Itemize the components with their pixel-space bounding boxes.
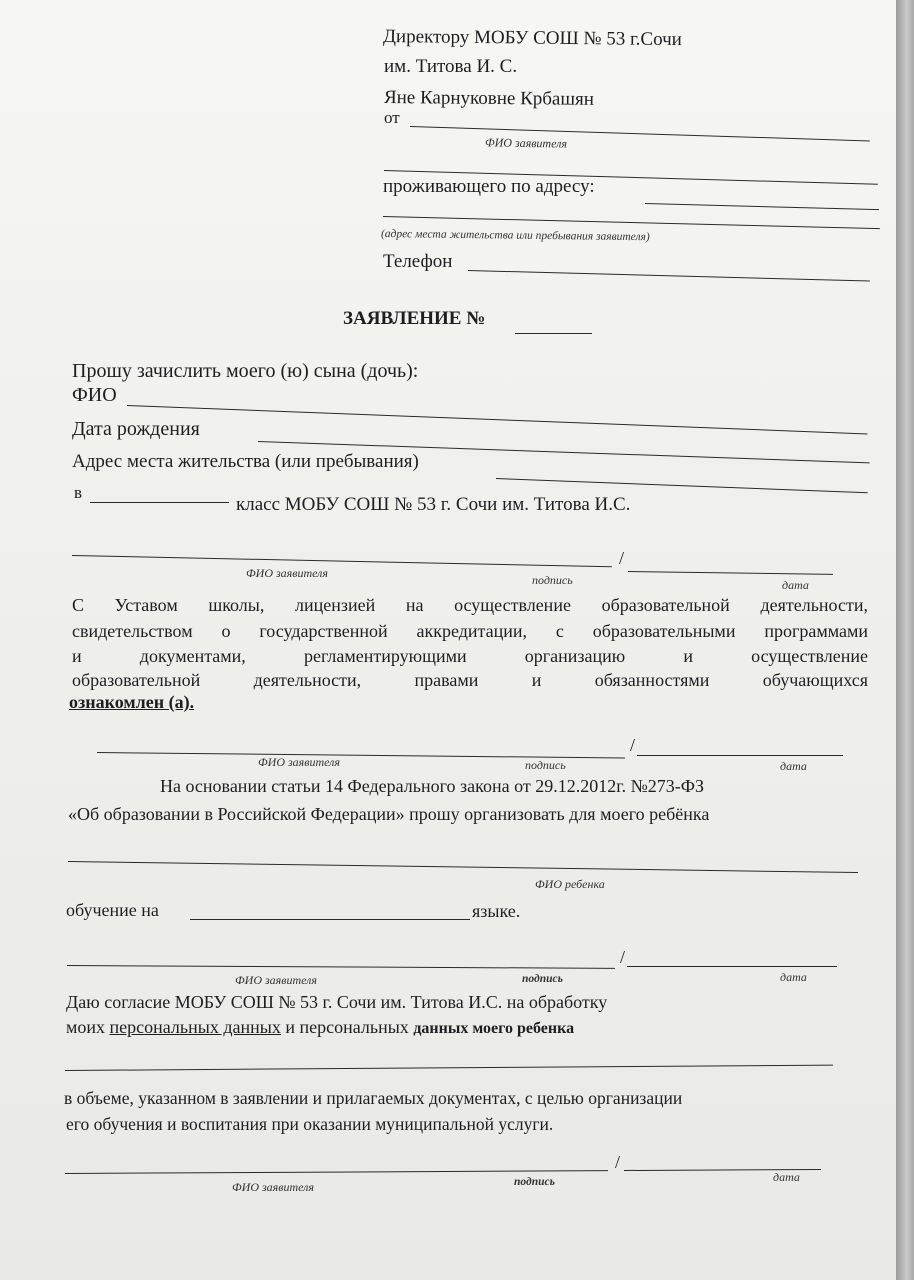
signature-4-fio-caption: ФИО заявителя xyxy=(232,1180,314,1194)
consent-personal-data: персональных данных xyxy=(109,1017,281,1037)
signature-1-slash: / xyxy=(619,548,625,568)
application-number-line[interactable] xyxy=(515,333,592,334)
study-language-suffix: языке. xyxy=(472,901,521,921)
study-language-line[interactable] xyxy=(190,919,470,920)
charter-line-2: свидетельством о государственной аккредитации, с образовательными программами xyxy=(72,621,868,641)
signature-4-slash: / xyxy=(615,1152,621,1172)
child-fio-line[interactable] xyxy=(127,405,867,434)
signature-1-fio-line[interactable] xyxy=(72,555,612,567)
charter-acknowledged: ознакомлен (а). xyxy=(69,692,195,712)
child-name-line[interactable] xyxy=(68,861,858,873)
signature-4-date-caption: дата xyxy=(773,1170,800,1184)
residence-label: Адрес места жительства (или пребывания) xyxy=(72,451,419,472)
consent-line-2 xyxy=(66,1016,574,1040)
language-law-line-1: На основании статьи 14 Федерального закона от 29.12.2012г. №273-ФЗ xyxy=(160,776,704,796)
address-caption: (адрес места жительства или пребывания заявителя) xyxy=(380,228,650,244)
consent-line-blank[interactable] xyxy=(65,1065,833,1071)
charter-line-1: С Уставом школы, лицензией на осуществление образовательной деятельности, xyxy=(72,595,868,615)
signature-2-sign-caption: подпись xyxy=(525,758,566,772)
signature-2-date-caption: дата xyxy=(780,759,807,773)
signature-4-fio-line[interactable] xyxy=(65,1170,608,1174)
residence-line[interactable] xyxy=(496,478,868,493)
signature-2-date-line[interactable] xyxy=(637,755,843,756)
charter-line-3: и документами, регламентирующими организацию и осуществление xyxy=(72,646,868,666)
signature-3-sign-caption: подпись xyxy=(522,973,563,985)
class-prefix: в xyxy=(74,483,83,502)
phone-label: Телефон xyxy=(383,251,453,272)
signature-3-fio-caption: ФИО заявителя xyxy=(235,973,317,987)
charter-line-4: образовательной деятельности, правами и обязанностями обучающихся xyxy=(72,670,868,690)
class-text: класс МОБУ СОШ № 53 г. Сочи им. Титова И.С. xyxy=(236,494,631,515)
document-title: ЗАЯВЛЕНИЕ № xyxy=(343,308,486,329)
address-line-2[interactable] xyxy=(383,216,880,229)
signature-3-date-caption: дата xyxy=(780,970,807,984)
signature-2-slash: / xyxy=(630,735,636,755)
from-line[interactable] xyxy=(410,126,870,141)
child-fio-label: ФИО xyxy=(72,384,117,406)
consent-line-1: Даю согласие МОБУ СОШ № 53 г. Сочи им. Титова И.С. на обработку xyxy=(66,992,608,1012)
birth-date-label: Дата рождения xyxy=(72,418,200,440)
signature-1-date-caption: дата xyxy=(782,578,809,592)
consent-line-3: в объеме, указанном в заявлении и прилагаемых документах, с целью организации xyxy=(64,1088,683,1108)
addressee-line-3: Яне Карнуковне Крбашян xyxy=(383,87,595,110)
consent-line-4: его обучения и воспитания при оказании муниципальной услуги. xyxy=(66,1114,554,1134)
consent-line-2-start: моих xyxy=(66,1017,110,1037)
addressee-line-1: Директору МОБУ СОШ № 53 г.Сочи xyxy=(382,26,683,51)
phone-line[interactable] xyxy=(468,270,870,282)
from-label: от xyxy=(384,108,400,127)
from-caption: ФИО заявителя xyxy=(484,135,568,151)
signature-2-fio-caption: ФИО заявителя xyxy=(258,755,340,769)
class-number-line[interactable] xyxy=(90,502,229,503)
signature-3-date-line[interactable] xyxy=(627,966,837,967)
consent-line-2-mid: и персональных xyxy=(280,1017,414,1037)
signature-4-sign-caption: подпись xyxy=(514,1176,555,1188)
child-name-caption: ФИО ребенка xyxy=(535,877,605,891)
signature-3-slash: / xyxy=(620,947,626,967)
signature-1-date-line[interactable] xyxy=(628,571,833,575)
page-edge-shadow xyxy=(896,0,914,1280)
signature-1-sign-caption: подпись xyxy=(532,573,573,587)
signature-3-fio-line[interactable] xyxy=(67,965,615,969)
consent-child-data: данных моего ребенка xyxy=(413,1020,575,1037)
language-law-line-2: «Об образовании в Российской Федерации» прошу организовать для моего ребёнка xyxy=(68,804,710,824)
study-language-label: обучение на xyxy=(66,900,159,920)
addressee-line-2: им. Титова И. С. xyxy=(384,56,518,77)
signature-1-fio-caption: ФИО заявителя xyxy=(246,566,328,580)
address-line-1[interactable] xyxy=(645,203,879,210)
address-label: проживающего по адресу: xyxy=(383,176,595,197)
request-intro: Прошу зачислить моего (ю) сына (дочь): xyxy=(72,360,419,382)
